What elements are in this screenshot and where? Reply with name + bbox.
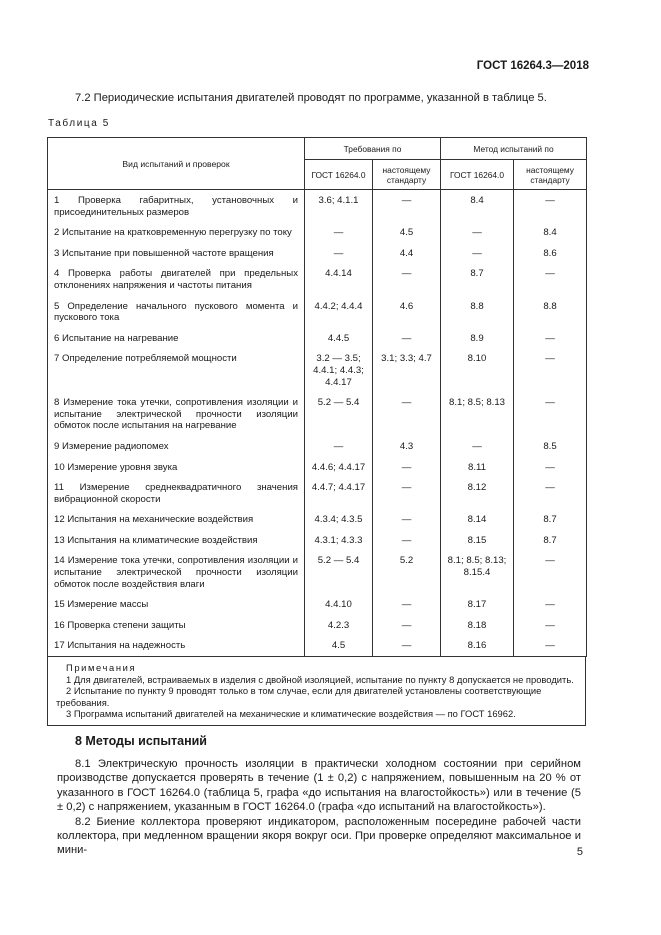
cell-req-gost: 4.3.1; 4.3.3 <box>305 530 373 551</box>
cell-method-gost: — <box>441 243 514 264</box>
cell-req-standard: — <box>373 392 441 436</box>
cell-req-gost: 4.4.10 <box>305 594 373 615</box>
cell-req-gost: 5.2 — 5.4 <box>305 392 373 436</box>
subheader-req-standard: настоящему стандарту <box>373 160 441 190</box>
document-header: ГОСТ 16264.3—2018 <box>476 60 589 72</box>
cell-method-gost: 8.9 <box>441 328 514 349</box>
table-row <box>48 509 587 530</box>
cell-req-standard: — <box>373 509 441 530</box>
cell-req-gost: 4.3.4; 4.3.5 <box>305 509 373 530</box>
cell-method-gost: 8.16 <box>441 635 514 656</box>
cell-req-standard: 4.6 <box>373 296 441 328</box>
cell-method-gost: 8.7 <box>441 263 514 295</box>
cell-req-gost: 4.4.7; 4.4.17 <box>305 477 373 509</box>
cell-req-gost: — <box>305 243 373 264</box>
section-body <box>57 757 581 858</box>
cell-test-name: 8 Измерение тока утечки, сопротивления изоляции и испытание электрической прочности изоляции обмоток после испытания на нагревание <box>48 392 305 436</box>
cell-test-name: 7 Определение потребляемой мощности <box>48 348 305 392</box>
cell-test-name: 1 Проверка габаритных, установочных и присоединительных размеров <box>48 190 305 223</box>
table-row <box>48 328 587 349</box>
cell-test-name: 17 Испытания на надежность <box>48 635 305 656</box>
cell-method-standard: 8.4 <box>514 222 587 243</box>
cell-method-gost: 8.17 <box>441 594 514 615</box>
col-header-requirements: Требования по <box>305 138 441 160</box>
cell-method-standard: — <box>514 348 587 392</box>
cell-method-gost: — <box>441 436 514 457</box>
cell-method-standard: — <box>514 477 587 509</box>
cell-method-gost: 8.12 <box>441 477 514 509</box>
table-row <box>48 296 587 328</box>
table-notes <box>47 657 586 726</box>
subheader-req-gost: ГОСТ 16264.0 <box>305 160 373 190</box>
note-item: 3 Программа испытаний двигателей на механические и климатические воздействия — по ГОСТ 16962. <box>66 708 516 720</box>
cell-method-standard: — <box>514 615 587 636</box>
cell-method-standard: 8.8 <box>514 296 587 328</box>
cell-method-gost: 8.10 <box>441 348 514 392</box>
table-5 <box>47 137 587 657</box>
cell-req-standard: — <box>373 457 441 478</box>
cell-req-standard: — <box>373 530 441 551</box>
table-row <box>48 263 587 295</box>
cell-req-standard: — <box>373 328 441 349</box>
table-row <box>48 243 587 264</box>
cell-test-name: 16 Проверка степени защиты <box>48 615 305 636</box>
col-header-test-type: Вид испытаний и проверок <box>48 138 305 190</box>
cell-method-standard: 8.7 <box>514 509 587 530</box>
cell-req-gost: 4.4.14 <box>305 263 373 295</box>
table-row <box>48 615 587 636</box>
table-row <box>48 477 587 509</box>
cell-method-gost: 8.15 <box>441 530 514 551</box>
cell-method-gost: 8.1; 8.5; 8.13 <box>441 392 514 436</box>
cell-req-standard: — <box>373 190 441 223</box>
cell-test-name: 15 Измерение массы <box>48 594 305 615</box>
subheader-method-gost: ГОСТ 16264.0 <box>441 160 514 190</box>
intro-paragraph: 7.2 Периодические испытания двигателей проводят по программе, указанной в таблице 5. <box>75 92 547 104</box>
cell-test-name: 9 Измерение радиопомех <box>48 436 305 457</box>
cell-method-standard: — <box>514 328 587 349</box>
cell-test-name: 3 Испытание при повышенной частоте вращения <box>48 243 305 264</box>
cell-method-gost: 8.4 <box>441 190 514 223</box>
cell-method-standard: — <box>514 594 587 615</box>
table-row <box>48 530 587 551</box>
cell-test-name: 2 Испытание на кратковременную перегрузку по току <box>48 222 305 243</box>
cell-req-standard: 3.1; 3.3; 4.7 <box>373 348 441 392</box>
cell-test-name: 11 Измерение среднеквадратичного значения вибрационной скорости <box>48 477 305 509</box>
cell-test-name: 14 Измерение тока утечки, сопротивления изоляции и испытание электрической прочности изоляции обмоток после воздействия влаги <box>48 550 305 594</box>
cell-method-gost: 8.8 <box>441 296 514 328</box>
cell-test-name: 5 Определение начального пускового момента и пускового тока <box>48 296 305 328</box>
cell-method-gost: 8.18 <box>441 615 514 636</box>
table-5-container <box>47 137 586 726</box>
cell-test-name: 12 Испытания на механические воздействия <box>48 509 305 530</box>
cell-method-standard: — <box>514 457 587 478</box>
table-row <box>48 392 587 436</box>
table-row <box>48 550 587 594</box>
cell-method-standard: 8.5 <box>514 436 587 457</box>
table-row <box>48 457 587 478</box>
cell-test-name: 4 Проверка работы двигателей при предельных отклонениях напряжения и частоты питания <box>48 263 305 295</box>
cell-req-standard: 4.3 <box>373 436 441 457</box>
cell-method-standard: 8.6 <box>514 243 587 264</box>
table-row <box>48 222 587 243</box>
cell-req-gost: 4.4.2; 4.4.4 <box>305 296 373 328</box>
cell-req-gost: — <box>305 222 373 243</box>
cell-req-standard: — <box>373 635 441 656</box>
cell-method-gost: 8.14 <box>441 509 514 530</box>
notes-title: Примечания <box>66 662 137 674</box>
paragraph-8-2: 8.2 Биение коллектора проверяют индикатором, расположенным посередине рабочей части коллектора, при медленном вращении якоря вокруг оси. При проверке определяют максимальное и мини- <box>57 815 581 857</box>
paragraph-8-1: 8.1 Электрическую прочность изоляции в практически холодном состоянии при серийном производстве допускается проверять в течение (1 ± 0,2) с напряжением, повышенным на 20 % от указанного в ГОСТ 16264.0 (таблица 5, графа «до испытания на влагостойкость») или в течение (5 ± 0,2) с напряжением, указанным в ГОСТ 16264.0 (графа «до испытаний на влагостойкость»). <box>57 758 581 814</box>
table-caption: Таблица 5 <box>48 118 110 129</box>
cell-method-standard: — <box>514 550 587 594</box>
cell-method-gost: 8.11 <box>441 457 514 478</box>
note-item: 1 Для двигателей, встраиваемых в изделия с двойной изоляцией, испытание по пункту 8 допускается не проводить. <box>66 673 574 685</box>
cell-req-standard: 4.4 <box>373 243 441 264</box>
cell-method-gost: 8.1; 8.5; 8.13; 8.15.4 <box>441 550 514 594</box>
cell-test-name: 6 Испытание на нагревание <box>48 328 305 349</box>
cell-method-standard: — <box>514 392 587 436</box>
table-row <box>48 635 587 656</box>
table-row <box>48 436 587 457</box>
cell-req-standard: — <box>373 477 441 509</box>
table-body <box>48 190 587 657</box>
cell-req-gost: 4.4.6; 4.4.17 <box>305 457 373 478</box>
cell-test-name: 13 Испытания на климатические воздействия <box>48 530 305 551</box>
cell-req-standard: — <box>373 594 441 615</box>
cell-req-gost: 3.6; 4.1.1 <box>305 190 373 223</box>
cell-method-standard: 8.7 <box>514 530 587 551</box>
cell-req-gost: — <box>305 436 373 457</box>
cell-req-standard: — <box>373 263 441 295</box>
cell-req-gost: 3.2 — 3.5; 4.4.1; 4.4.3; 4.4.17 <box>305 348 373 392</box>
table-row <box>48 594 587 615</box>
cell-req-gost: 4.4.5 <box>305 328 373 349</box>
cell-req-gost: 4.5 <box>305 635 373 656</box>
cell-req-standard: 4.5 <box>373 222 441 243</box>
section-title: 8 Методы испытаний <box>75 734 207 748</box>
col-header-test-method: Метод испытаний по <box>441 138 587 160</box>
cell-method-standard: — <box>514 190 587 223</box>
note-item: 2 Испытание по пункту 9 проводят только в том случае, если для двигателей установлены соответствующие требования. <box>56 685 542 708</box>
cell-method-standard: — <box>514 635 587 656</box>
cell-method-standard: — <box>514 263 587 295</box>
cell-req-standard: 5.2 <box>373 550 441 594</box>
table-row <box>48 190 587 223</box>
cell-test-name: 10 Измерение уровня звука <box>48 457 305 478</box>
page-number: 5 <box>576 846 583 858</box>
cell-req-gost: 5.2 — 5.4 <box>305 550 373 594</box>
cell-req-gost: 4.2.3 <box>305 615 373 636</box>
subheader-method-standard: настоящему стандарту <box>514 160 587 190</box>
cell-method-gost: — <box>441 222 514 243</box>
cell-req-standard: — <box>373 615 441 636</box>
table-row <box>48 348 587 392</box>
